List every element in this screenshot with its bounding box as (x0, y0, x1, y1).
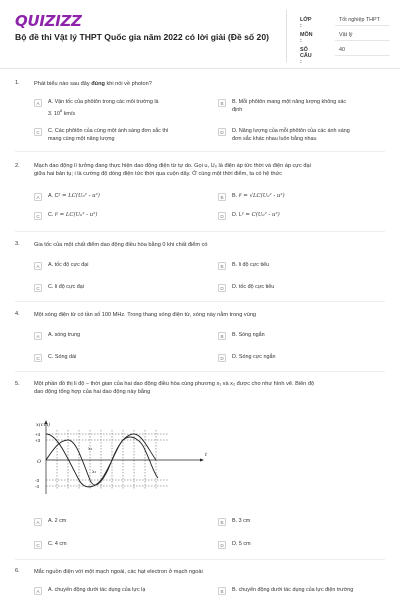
answer-option-a[interactable]: A A. tốc độ cực đại (34, 262, 88, 270)
answer-option-b[interactable]: B B. 3 cm (218, 518, 250, 526)
question-number: 4. (15, 311, 20, 317)
question-text: Mắc nguồn điện với một mạch ngoài, các hạt electron ở mạch ngoài (34, 569, 203, 575)
header-rule (0, 68, 400, 69)
answer-option-a[interactable]: A A. C² = LC(U₀² - u²) (34, 193, 100, 201)
answer-option-b[interactable]: B B. li độ cực tiểu (218, 262, 269, 270)
tick-label: +3 (35, 438, 41, 443)
option-letter-badge: D (218, 354, 226, 362)
answer-option-b[interactable]: B B. i² = √LC(U₀² - u²) (218, 193, 285, 201)
curve-label-x1: x₁ (88, 447, 93, 452)
option-letter-badge: A (34, 262, 42, 270)
curve-x2 (46, 434, 158, 487)
option-letter-badge: C (34, 128, 42, 136)
option-letter-badge: B (218, 587, 226, 595)
question-number: 1. (15, 80, 20, 86)
option-letter-badge: B (218, 193, 226, 201)
curve-label-x2: x₂ (92, 470, 97, 475)
option-letter-badge: A (34, 518, 42, 526)
answer-option-b[interactable]: B B. chuyển động dưới tác dụng của lực điện trường (218, 587, 353, 595)
question-separator (15, 371, 385, 372)
answer-option-c[interactable]: C C. 4 cm (34, 541, 67, 549)
answer-option-a[interactable]: A A. sóng trung (34, 332, 80, 340)
question-text: Phát biểu nào sau đây đúng khi nói về photon? (34, 81, 152, 87)
question-number: 5. (15, 381, 20, 387)
question-separator (15, 151, 385, 152)
answer-option-b[interactable]: B B. Mỗi phôtôn mang một năng lượng không xác định (218, 99, 346, 114)
option-letter-badge: C (34, 541, 42, 549)
answer-option-d[interactable]: D D. L² = C(U₀² - u²) (218, 212, 280, 220)
answer-option-c[interactable]: C C. Sóng dài (34, 354, 76, 362)
question-text: Mạch dao động lí tưởng đang thực hiện dao động điện từ tự do. Gọi u, U₀ là điện áp tức thời và điện áp cực đại giữa hai bản tụ; i là cường độ dòng điện tức thời qua cuộn dây. Ở cùng một thời điểm, ta có hệ thức (34, 163, 311, 177)
option-letter-badge: C (34, 354, 42, 362)
option-letter-badge: B (218, 518, 226, 526)
x-axis-label: t (205, 452, 208, 458)
answer-option-d[interactable]: D D. Năng lượng của mỗi phôtôn của các ánh sáng đơn sắc khác nhau luôn bằng nhau (218, 128, 350, 143)
tick-label: +4 (35, 432, 41, 437)
document-title: Bộ đề thi Vật lý THPT Quốc gia năm 2022 có lời giải (Đề số 20) (15, 32, 269, 42)
question-separator (15, 559, 385, 560)
answer-option-d[interactable]: D D. 5 cm (218, 541, 251, 549)
option-letter-badge: A (34, 332, 42, 340)
tick-label: -4 (35, 484, 40, 489)
question-number: 3. (15, 241, 20, 247)
option-letter-badge: B (218, 99, 226, 107)
origin-label: O (37, 459, 42, 465)
answer-option-c[interactable]: C C. Các phôtôn của cùng một ánh sáng đơn sắc thì mang cùng một năng lượng (34, 128, 168, 143)
answer-option-a[interactable]: A A. 2 cm (34, 518, 66, 526)
answer-option-c[interactable]: C C. i² = LC(U₀² - u²) (34, 212, 98, 220)
option-letter-badge: B (218, 262, 226, 270)
option-letter-badge: C (34, 212, 42, 220)
option-letter-badge: A (34, 193, 42, 201)
option-letter-badge: D (218, 541, 226, 549)
option-letter-badge: C (34, 284, 42, 292)
question-separator (15, 231, 385, 232)
answer-option-a[interactable]: A A. Vận tốc của phôtôn trong các môi trường là 3. $10^8$ km/s (34, 99, 159, 118)
y-axis-label: x(cm) (36, 422, 51, 428)
question-text: Gia tốc của một chất điểm dao động điều hòa bằng 0 khi chất điểm có (34, 242, 208, 248)
question-separator (15, 301, 385, 302)
option-letter-badge: A (34, 587, 42, 595)
answer-option-b[interactable]: B B. Sóng ngắn (218, 332, 265, 340)
answer-option-d[interactable]: D D. Sóng cực ngắn (218, 354, 275, 362)
answer-option-d[interactable]: D D. tốc độ cực tiểu (218, 284, 274, 292)
option-letter-badge: A (34, 99, 42, 107)
displacement-time-graph (34, 416, 216, 510)
option-letter-badge: D (218, 212, 226, 220)
question-number: 2. (15, 163, 20, 169)
answer-option-a[interactable]: A A. chuyển động dưới tác dụng của lực lạ (34, 587, 145, 595)
worksheet-header: QUIZIZZ Bộ đề thi Vật lý THPT Quốc gia năm 2022 có lời giải (Đề số 20) LỚP : Tốt nghiệp THPT MÔN : Vật lý SỐ CÂU : 40 (0, 0, 400, 68)
answer-option-c[interactable]: C C. li độ cực đại (34, 284, 84, 292)
quizizz-logo: QUIZIZZ (15, 12, 82, 30)
question-number: 6. (15, 568, 20, 574)
question-text: Một phần đồ thị li độ – thời gian của hai dao động điều hòa cùng phương x₁ và x₂ được cho như hình vẽ. Biên độ dao động tổng hợp của hai dao động này bằng (34, 381, 315, 395)
option-letter-badge: D (218, 128, 226, 136)
header-divider (286, 10, 287, 62)
tick-label: -3 (35, 478, 40, 483)
option-letter-badge: D (218, 284, 226, 292)
option-letter-badge: B (218, 332, 226, 340)
question-text: Một sóng điện từ có tần số 100 MHz. Trong thang sóng điện từ, sóng này nằm trong vùng (34, 312, 257, 318)
x-axis-arrow (200, 459, 204, 462)
